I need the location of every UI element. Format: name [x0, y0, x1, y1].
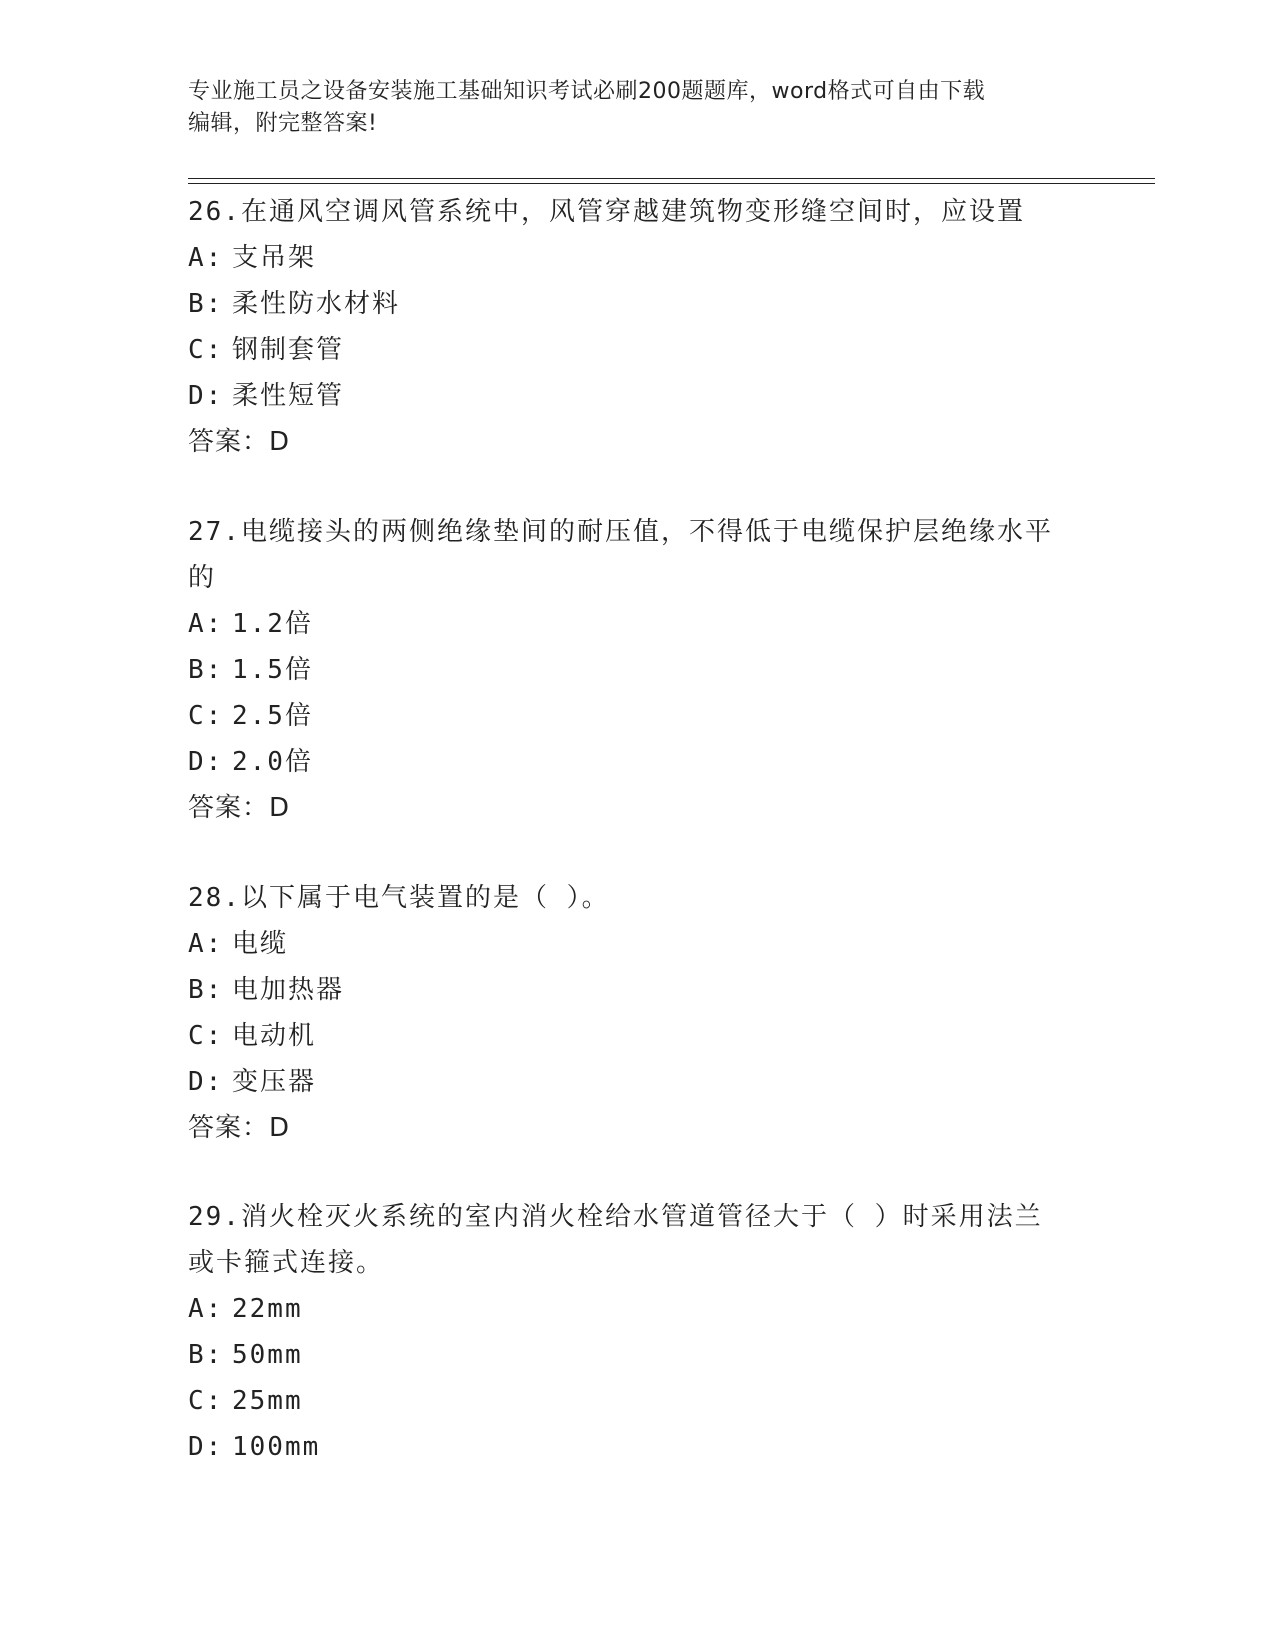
option-text: 电动机 [232, 1021, 317, 1051]
option-text: 变压器 [232, 1067, 317, 1097]
option-key: A: [188, 609, 224, 639]
option-a [188, 921, 1088, 967]
answer-line: 答案：D [188, 427, 291, 457]
question-stem-line-1: 29.消火栓灭火系统的室内消火栓给水管道管径大于（ ）时采用法兰 [188, 1202, 1043, 1232]
option-text: 25mm [232, 1386, 303, 1416]
question-29 [188, 1194, 1088, 1470]
option-text: 22mm [232, 1294, 303, 1324]
option-key: A: [188, 929, 224, 959]
question-stem: 26.在通风空调风管系统中，风管穿越建筑物变形缝空间时，应设置 [188, 197, 1025, 227]
option-text: 钢制套管 [232, 335, 345, 365]
option-b [188, 647, 1088, 693]
option-d [188, 1424, 1088, 1470]
option-text: 1.5倍 [232, 655, 313, 685]
option-a [188, 235, 1088, 281]
option-c [188, 327, 1088, 373]
option-c [188, 1378, 1088, 1424]
option-key: B: [188, 289, 224, 319]
option-key: C: [188, 1386, 224, 1416]
option-key: B: [188, 655, 224, 685]
question-stem-line-2: 的 [188, 563, 217, 593]
option-text: 100mm [232, 1432, 321, 1462]
option-key: B: [188, 975, 224, 1005]
option-key: C: [188, 335, 224, 365]
option-key: A: [188, 1294, 224, 1324]
option-text: 柔性短管 [232, 381, 345, 411]
option-key: D: [188, 381, 224, 411]
option-a [188, 1286, 1088, 1332]
header-divider-top [188, 178, 1155, 179]
option-a [188, 601, 1088, 647]
option-key: D: [188, 747, 224, 777]
question-26 [188, 189, 1088, 465]
answer-line: 答案：D [188, 793, 291, 823]
option-key: C: [188, 701, 224, 731]
option-c [188, 1013, 1088, 1059]
header-divider-bottom [188, 183, 1155, 184]
question-stem-line-1: 27.电缆接头的两侧绝缘垫间的耐压值，不得低于电缆保护层绝缘水平 [188, 517, 1053, 547]
option-key: D: [188, 1067, 224, 1097]
option-key: D: [188, 1432, 224, 1462]
answer-line: 答案：D [188, 1113, 291, 1143]
header-line-2: 编辑，附完整答案! [188, 111, 378, 136]
option-text: 1.2倍 [232, 609, 313, 639]
option-key: B: [188, 1340, 224, 1370]
option-text: 2.5倍 [232, 701, 313, 731]
option-text: 柔性防水材料 [232, 289, 401, 319]
option-d [188, 1059, 1088, 1105]
question-27 [188, 509, 1088, 831]
document-header [188, 76, 1088, 140]
question-28 [188, 875, 1088, 1151]
header-line-1: 专业施工员之设备安装施工基础知识考试必刷200题题库，word格式可自由下载 [188, 79, 986, 104]
question-stem: 28.以下属于电气装置的是（ ）。 [188, 883, 610, 913]
option-key: C: [188, 1021, 224, 1051]
option-key: A: [188, 243, 224, 273]
option-d [188, 373, 1088, 419]
option-b [188, 967, 1088, 1013]
option-b [188, 1332, 1088, 1378]
option-b [188, 281, 1088, 327]
option-text: 50mm [232, 1340, 303, 1370]
question-stem-line-2: 或卡箍式连接。 [188, 1248, 385, 1278]
option-c [188, 693, 1088, 739]
option-text: 支吊架 [232, 243, 317, 273]
option-d [188, 739, 1088, 785]
option-text: 电加热器 [232, 975, 345, 1005]
option-text: 2.0倍 [232, 747, 313, 777]
option-text: 电缆 [232, 929, 289, 959]
